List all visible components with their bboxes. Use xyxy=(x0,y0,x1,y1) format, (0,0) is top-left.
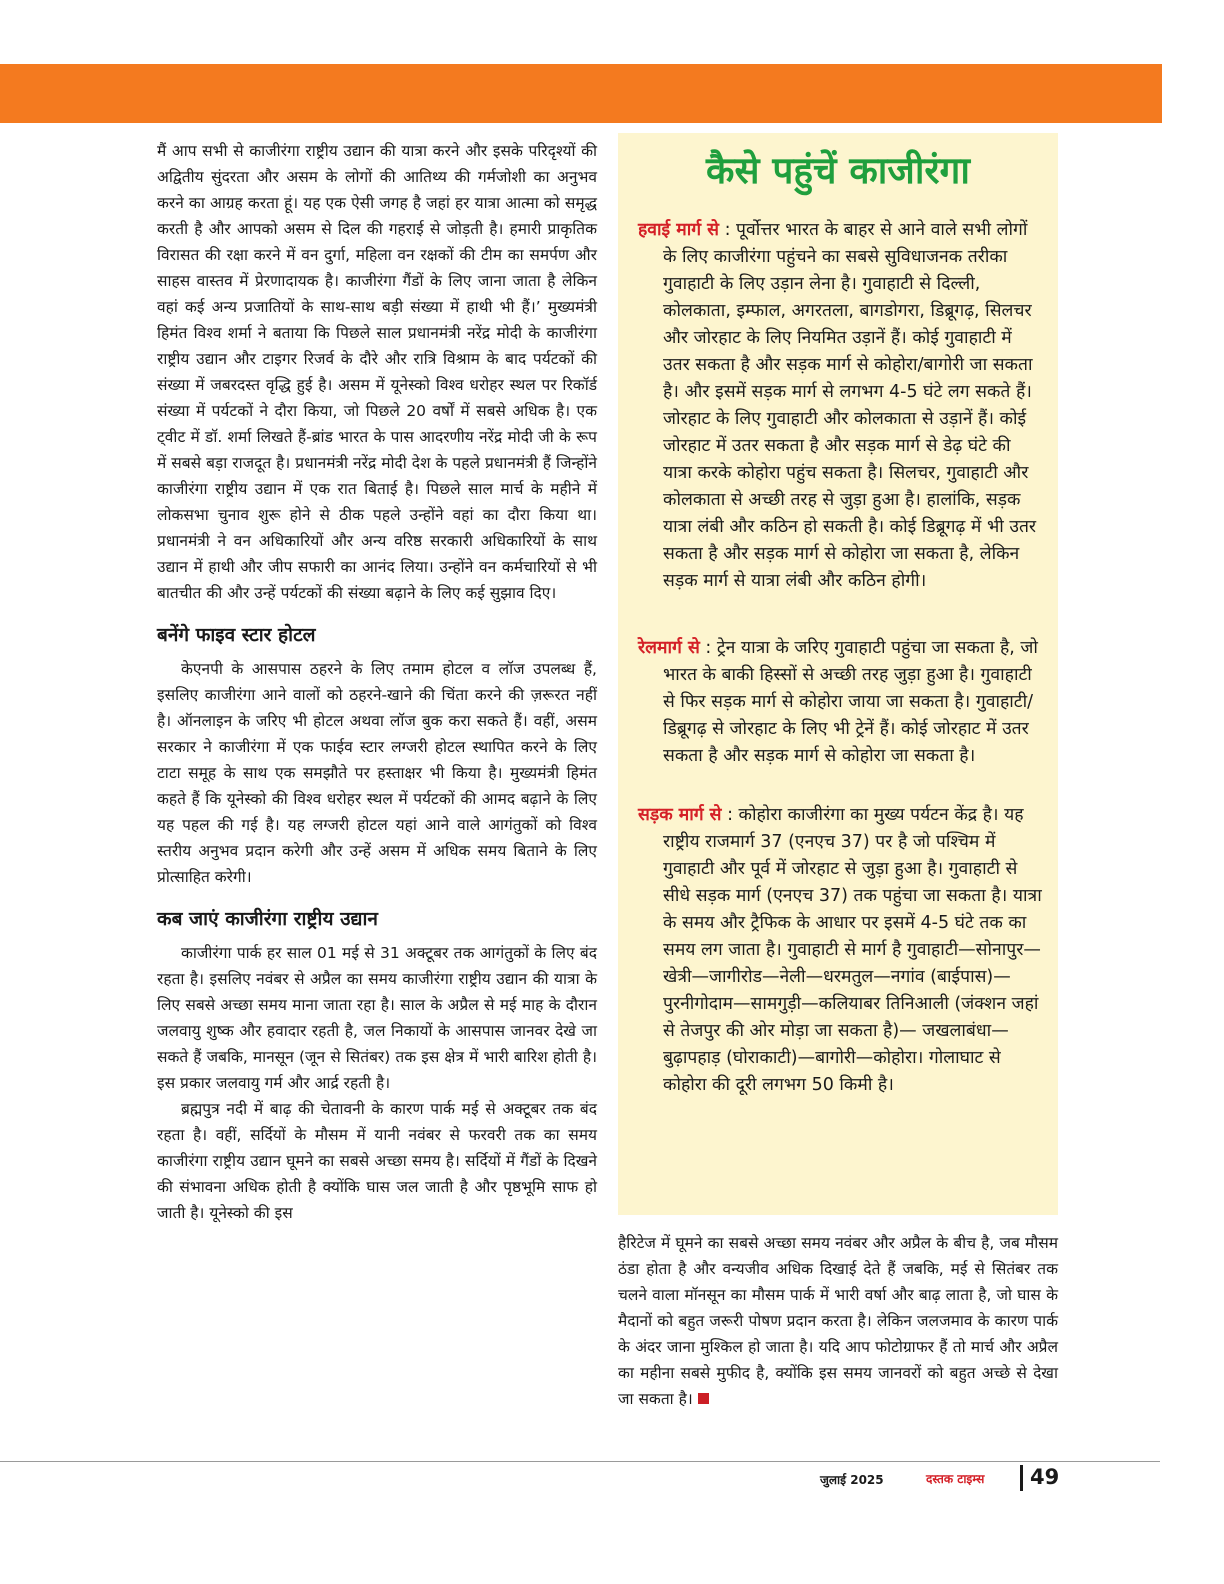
air-route-label: हवाई मार्ग से xyxy=(638,220,720,240)
left-column xyxy=(157,138,597,1226)
road-route-block xyxy=(638,802,1044,1099)
road-route-label: सड़क मार्ग से xyxy=(638,805,722,825)
intro-paragraph: मैं आप सभी से काजीरंगा राष्ट्रीय उद्यान की यात्रा करने और इसके परिदृश्यों की अद्वितीय सुंदरता और असम के लोगों की आतिथ्य की गर्मजोशी का अनुभव करने का आग्रह करता हूं। यह एक ऐसी जगह है जहां हर यात्रा आत्मा को समृद्ध करती है और आपको असम से दिल की गहराई से जोड़ती है। हमारी प्राकृतिक विरासत की रक्षा करने में वन दुर्गा, महिला वन रक्षकों की टीम का समर्पण और साहस वास्तव में प्रेरणादायक है। काजीरंगा गैंडों के लिए जाना जाता है लेकिन वहां कई अन्य प्रजातियों के साथ-साथ बड़ी संख्या में हाथी भी हैं।’ मुख्यमंत्री हिमंत विश्व शर्मा ने बताया कि पिछले साल प्रधानमंत्री नरेंद्र मोदी के काजीरंगा राष्ट्रीय उद्यान और टाइगर रिजर्व के दौरे और रात्रि विश्राम के बाद पर्यटकों की संख्या में जबरदस्त वृद्धि हुई है। असम में यूनेस्को विश्व धरोहर स्थल पर रिकॉर्ड संख्या में पर्यटकों ने दौरा किया, जो पिछले 20 वर्षों में सबसे अधिक है। एक ट्वीट में डॉ. शर्मा लिखते हैं-ब्रांड भारत के पास आदरणीय नरेंद्र मोदी जी के रूप में सबसे बड़ा राजदूत है। प्रधानमंत्री नरेंद्र मोदी देश के पहले प्रधानमंत्री हैं जिन्होंने काजीरंगा राष्ट्रीय उद्यान में एक रात बिताई है। पिछले साल मार्च के महीने में लोकसभा चुनाव शुरू होने से ठीक पहले उन्होंने वहां का दौरा किया था। प्रधानमंत्री ने वन अधिकारियों और अन्य वरिष्ठ सरकारी अधिकारियों के साथ उद्यान में हाथी और जीप सफारी का आनंद लिया। उन्होंने वन कर्मचारियों से भी बातचीत की और उन्हें पर्यटकों की संख्या बढ़ाने के लिए कई सुझाव दिए। xyxy=(157,142,597,602)
sidebar-title: कैसे पहुंचें काजीरंगा xyxy=(706,149,970,192)
hotel-heading: बनेंगे फाइव स्टार होटल xyxy=(157,624,316,646)
when-paragraph-2: ब्रह्मपुत्र नदी में बाढ़ की चेतावनी के कारण पार्क मई से अक्टूबर तक बंद रहता है। वहीं, सर्दियों के मौसम में यानी नवंबर से फरवरी तक का समय काजीरंगा राष्ट्रीय उद्यान घूमने का सबसे अच्छा समय है। सर्दियों में गैंडों के दिखने की संभावना अधिक होती है क्योंकि घास जल जाती है और पृष्ठभूमि साफ हो जाती है। यूनेस्को की इस xyxy=(157,1100,597,1222)
when-paragraph-1: काजीरंगा पार्क हर साल 01 मई से 31 अक्टूबर तक आगंतुकों के लिए बंद रहता है। इसलिए नवंबर से अप्रैल का समय काजीरंगा राष्ट्रीय उद्यान की यात्रा के लिए सबसे अच्छा समय माना जाता रहा है। साल के अप्रैल से मई माह के दौरान जलवायु शुष्क और हवादार रहती है, जल निकायों के आसपास जानवर देखे जा सकते हैं जबकि, मानसून (जून से सितंबर) तक इस क्षेत्र में भारी बारिश होती है। इस प्रकार जलवायु गर्म और आर्द्र रहती है। xyxy=(157,944,597,1092)
footer-separator xyxy=(1020,1465,1023,1491)
end-square-icon xyxy=(698,1393,709,1404)
bottom-right-column xyxy=(618,1230,1058,1412)
header-color-band xyxy=(0,64,1162,123)
road-route-text: : कोहोरा काजीरंगा का मुख्य पर्यटन केंद्र है। यह राष्ट्रीय राजमार्ग 37 (एनएच 37) पर है जो पश्चिम में गुवाहाटी और पूर्व में जोरहाट से जुड़ा हुआ है। गुवाहाटी से सीधे सड़क मार्ग (एनएच 37) तक पहुंचा जा सकता है। यात्रा के समय और ट्रैफिक के आधार पर इसमें 4-5 घंटे तक का समय लग जाता है। गुवाहाटी से मार्ग है गुवाहाटी—सोनापुर—खेत्री—जागीरोड—नेली—धरमतुल—नगांव (बाईपास)—पुरनीगोदाम—सामगुड़ी—कलियाबर तिनिआली (जंक्शन जहां से तेजपुर की ओर मोड़ा जा सकता है)— जखलाबंधा—बुढ़ापहाड़ (घोराकाटी)—बागोरी—कोहोरा। गोलाघाट से कोहोरा की दूरी लगभग 50 किमी है। xyxy=(663,805,1042,1095)
rail-route-label: रेलमार्ग से xyxy=(638,638,700,658)
heritage-text: हैरिटेज में घूमने का सबसे अच्छा समय नवंबर और अप्रैल के बीच है, जब मौसम ठंडा होता है और वन्यजीव अधिक दिखाई देते हैं जबकि, मई से सितंबर तक चलने वाला मॉनसून का मौसम पार्क में भारी वर्षा और बाढ़ लाता है, जो घास के मैदानों को बहुत जरूरी पोषण प्रदान करता है। लेकिन जलजमाव के कारण पार्क के अंदर जाना मुश्किल हो जाता है। यदि आप फोटोग्राफर हैं तो मार्च और अप्रैल का महीना सबसे मुफीद है, क्योंकि इस समय जानवरों को बहुत अच्छे से देखा जा सकता है। xyxy=(618,1234,1058,1408)
heritage-paragraph xyxy=(618,1230,1058,1412)
when-heading: कब जाएं काजीरंगा राष्ट्रीय उद्यान xyxy=(157,908,378,930)
rail-route-text: : ट्रेन यात्रा के जरिए गुवाहाटी पहुंचा जा सकता है, जो भारत के बाकी हिस्सों से अच्छी तरह जुड़ा हुआ है। गुवाहाटी से फिर सड़क मार्ग से कोहोरा जाया जा सकता है। गुवाहाटी/डिब्रूगढ़ से जोरहाट के लिए भी ट्रेनें हैं। कोई जोरहाट में उतर सकता है और सड़क मार्ग से कोहोरा जा सकता है। xyxy=(663,638,1038,766)
air-route-text: : पूर्वोत्तर भारत के बाहर से आने वाले सभी लोगों के लिए काजीरंगा पहुंचने का सबसे सुविधाजनक तरीका गुवाहाटी के लिए उड़ान लेना है। गुवाहाटी से दिल्ली, कोलकाता, इम्फाल, अगरतला, बागडोगरा, डिब्रूगढ़, सिलचर और जोरहाट के लिए नियमित उड़ानें हैं। कोई गुवाहाटी में उतर सकता है और सड़क मार्ग से कोहोरा/बागोरी जा सकता है। और इसमें सड़क मार्ग से लगभग 4-5 घंटे लग सकते हैं। जोरहाट के लिए गुवाहाटी और कोलकाता से उड़ानें हैं। कोई जोरहाट में उतर सकता है और सड़क मार्ग से डेढ़ घंटे की यात्रा करके कोहोरा पहुंच सकता है। सिलचर, गुवाहाटी और कोलकाता से अच्छी तरह से जुड़ा हुआ है। हालांकि, सड़क यात्रा लंबी और कठिन हो सकती है। कोई डिब्रूगढ़ में भी उतर सकता है और सड़क मार्ग से कोहोरा जा सकता है, लेकिन सड़क मार्ग से यात्रा लंबी और कठिन होगी। xyxy=(663,220,1037,591)
rail-route-block xyxy=(638,635,1044,770)
hotel-paragraph: केएनपी के आसपास ठहरने के लिए तमाम होटल व लॉज उपलब्ध हैं, इसलिए काजीरंगा आने वालों को ठहरने-खाने की चिंता करने की ज़रूरत नहीं है। ऑनलाइन के जरिए भी होटल अथवा लॉज बुक करा सकते हैं। वहीं, असम सरकार ने काजीरंगा में एक फाईव स्टार लग्जरी होटल स्थापित करने के लिए टाटा समूह के साथ एक समझौते पर हस्ताक्षर भी किया है। मुख्यमंत्री हिमंत कहते हैं कि यूनेस्को की विश्व धरोहर स्थल में पर्यटकों की आमद बढ़ाने के लिए यह पहल की गई है। यह लग्जरी होटल यहां आने वाले आगंतुकों को विश्व स्तरीय अनुभव प्रदान करेगी और उन्हें असम में अधिक समय बिताने के लिए प्रोत्साहित करेगी। xyxy=(157,660,597,886)
how-to-reach-sidebar xyxy=(618,133,1058,1215)
page-number: 49 xyxy=(1030,1465,1060,1489)
magazine-logo: दस्तक टाइम्स xyxy=(926,1472,985,1486)
air-route-block xyxy=(638,217,1044,595)
footer-rule xyxy=(0,1461,1160,1462)
footer-month: जुलाई 2025 xyxy=(820,1473,884,1487)
